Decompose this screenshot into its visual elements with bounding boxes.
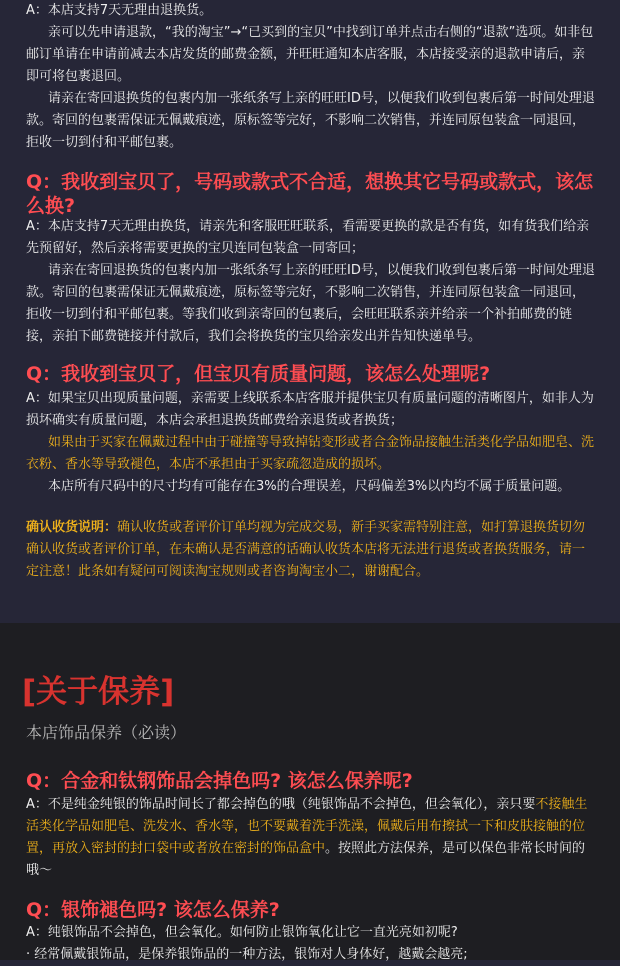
answer-paragraph: 本店所有尺码中的尺寸均有可能存在3%的合理误差，尺码偏差3%以内均不属于质量问题。: [48, 479, 571, 494]
confirm-receipt-note: [26, 517, 596, 583]
answer-paragraph: 请亲在寄回退换货的包裹内加一张纸条写上亲的旺旺ID号，以便我们收到包裹后第一时间处理退款。寄回的包裹需保证无佩戴痕迹，原标签等完好，不影响二次销售，并连同原包装盒一同退回，拒收一切到付和平邮包裹。: [26, 91, 595, 150]
care-subheading: 本店饰品保养（必读）: [26, 723, 187, 742]
confirm-receipt-label: 确认收货说明：: [26, 520, 118, 535]
warning-paragraph: 如果由于买家在佩戴过程中由于碰撞等导致掉钻变形或者合金饰品接触生活类化学品如肥皂、洗衣粉、香水等导致褪色，本店不承担由于买家疏忽造成的损坏。: [26, 435, 595, 472]
highlight-text: 不接触生活类化学品如肥皂、洗发水、香水等，也不要戴着洗手洗澡，佩戴后用布擦拭一下和皮肤接触的位置，再放入密封的封口袋中或者放在密封的饰品盒中: [26, 797, 588, 856]
answer-text: A：不是纯金纯银的饰品时间长了都会掉色的哦（纯银饰品不会掉色，但会氧化），亲只要: [26, 797, 536, 812]
answer-paragraph: · 经常佩戴银饰品，是保养银饰品的一种方法，银饰对人身体好，越戴会越亮;: [26, 947, 468, 962]
answer-paragraph: 请亲在寄回退换货的包裹内加一张纸条写上亲的旺旺ID号，以便我们收到包裹后第一时间处理退款。寄回的包裹需保证无佩戴痕迹，原标签等完好，不影响二次销售，并连同原包装盒一同退回，拒收一切到付和平邮包裹。等我们收到亲寄回的包裹后，会旺旺联系亲并给亲一个补拍邮费的链接，亲拍下邮费链接并付款后，我们会将换货的宝贝给亲发出并告知快递单号。: [26, 263, 595, 344]
answer-text: 。按照此方法保养，是可以保色非常长时间的哦～: [26, 841, 586, 878]
answer-paragraph: A：纯银饰品不会掉色，但会氧化。如何防止银饰氧化让它一直光亮如初呢?: [26, 925, 458, 940]
answer-paragraph: A：如果宝贝出现质量问题，亲需要上线联系本店客服并提供宝贝有质量问题的清晰图片，如非人为损坏确实有质量问题，本店会承担退换货邮费给亲退货或者换货；: [26, 391, 594, 428]
answer-paragraph: 亲可以先申请退款，“我的淘宝”→“已买到的宝贝”中找到订单并点击右侧的“退款”选项。如非包邮订单请在申请前减去本店发货的邮费金额，并旺旺通知本店客服，本店接受亲的退款申请后，亲即可将包裹退回。: [26, 25, 594, 84]
answer-paragraph: A：本店支持7天无理由退换货。: [26, 3, 213, 18]
question-heading: Q：合金和钛钢饰品会掉色吗? 该怎么保养呢?: [26, 770, 413, 792]
care-heading: [关于保养]: [22, 674, 175, 710]
answer-paragraph: [26, 794, 596, 882]
question-heading: Q：银饰褪色吗? 该怎么保养?: [26, 899, 280, 921]
answer-paragraph: A：本店支持7天无理由换货，请亲先和客服旺旺联系，看需要更换的款是否有货，如有货我们给亲先预留好，然后亲将需要更换的宝贝连同包装盒一同寄回；: [26, 219, 590, 256]
question-heading: Q：我收到宝贝了，号码或款式不合适，想换其它号码或款式，该怎么换?: [26, 171, 594, 217]
confirm-receipt-text: 确认收货或者评价订单均视为完成交易，新手买家需特别注意，如打算退换货切勿确认收货或者评价订单，在未确认是否满意的话确认收货本店将无法进行退货或者换货服务，请一定注意！此条如有疑问可阅读淘宝规则或者咨询淘宝小二，谢谢配合。: [26, 520, 586, 579]
question-heading: Q：我收到宝贝了，但宝贝有质量问题，该怎么处理呢?: [26, 363, 491, 385]
